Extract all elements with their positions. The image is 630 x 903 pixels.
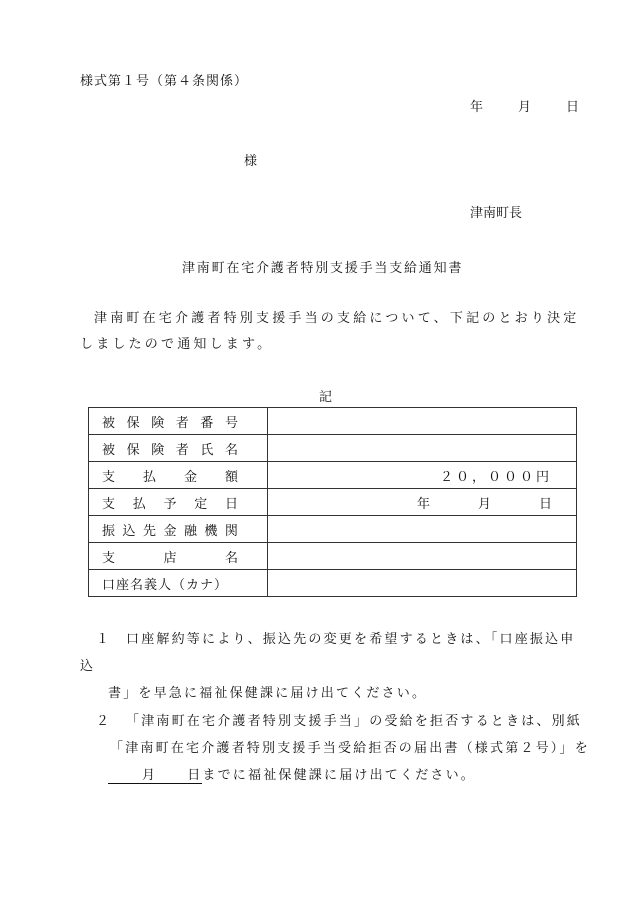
note-1	[96, 628, 576, 647]
row-label	[89, 543, 268, 570]
row-label	[89, 408, 268, 435]
row-label-chars	[102, 412, 238, 431]
date-year-label: 年	[470, 100, 484, 115]
deadline-day-label: 日	[187, 768, 203, 783]
label-char: 先	[142, 523, 156, 539]
row-value[interactable]	[268, 408, 577, 435]
payment-date-year-label: 年	[416, 496, 430, 512]
payment-date-day-label: 日	[538, 496, 552, 512]
note-2-text: 「津南町在宅介護者特別支援手当」の受給を拒否するときは、別紙	[126, 714, 583, 729]
row-label-chars	[102, 520, 238, 539]
row-value[interactable]	[268, 570, 577, 597]
row-value-text: ２０，０００円	[439, 469, 552, 485]
row-value[interactable]	[268, 516, 577, 543]
row-value[interactable]	[268, 543, 577, 570]
payment-date-month-label: 月	[477, 496, 491, 512]
row-label-chars	[102, 493, 238, 512]
label-char: 定	[194, 496, 208, 512]
label-char: 機	[204, 523, 218, 539]
label-char: 関	[224, 523, 238, 539]
note-1-continued: 書」を早急に福祉保健課に届け出てください。	[108, 686, 428, 701]
row-label-chars	[102, 547, 238, 566]
payment-date-value	[268, 493, 552, 512]
note-1-number: １	[96, 632, 112, 647]
label-char: 払	[132, 496, 146, 512]
table-row	[89, 570, 577, 597]
ki-heading: 記	[319, 390, 333, 405]
label-char: 険	[151, 415, 165, 431]
label-char: 氏	[200, 442, 214, 458]
info-table	[88, 407, 577, 597]
label-text: 口座名義人（カナ）	[102, 577, 229, 593]
table-row	[89, 435, 577, 462]
label-char: 号	[224, 415, 238, 431]
table-row	[89, 408, 577, 435]
note-1-wrap: 込	[80, 659, 96, 674]
form-number: 様式第１号（第４条関係）	[80, 74, 249, 89]
label-char: 融	[183, 523, 197, 539]
row-label	[89, 489, 268, 516]
table-row	[89, 489, 577, 516]
label-char: 金	[163, 523, 177, 539]
label-char: 名	[224, 550, 238, 566]
label-char: 額	[224, 469, 238, 485]
row-value[interactable]	[268, 462, 577, 489]
row-label	[89, 516, 268, 543]
row-label	[89, 570, 268, 597]
issue-date	[470, 96, 579, 115]
label-char: 込	[122, 523, 136, 539]
label-char: 払	[142, 469, 156, 485]
note-2-deadline	[108, 764, 476, 784]
label-char: 支	[102, 550, 116, 566]
date-day-label: 日	[566, 100, 580, 115]
row-value[interactable]	[268, 435, 577, 462]
row-label	[89, 435, 268, 462]
intro-paragraph: 津南町在宅介護者特別支援手当の支給について、下記のとおり決定しましたので通知します。	[80, 311, 580, 352]
label-char: 険	[151, 442, 165, 458]
label-char: 番	[200, 415, 214, 431]
label-char: 保	[126, 415, 140, 431]
label-char: 被	[102, 442, 116, 458]
label-char: 保	[126, 442, 140, 458]
table-row	[89, 516, 577, 543]
label-char: 振	[102, 523, 116, 539]
label-char: 予	[163, 496, 177, 512]
table-row	[89, 462, 577, 489]
label-char: 名	[224, 442, 238, 458]
issuer-name: 津南町長	[470, 206, 523, 221]
label-char: 者	[175, 415, 189, 431]
label-char: 支	[102, 469, 116, 485]
document-title: 津南町在宅介護者特別支援手当支給通知書	[182, 261, 464, 276]
label-char: 者	[175, 442, 189, 458]
row-value[interactable]	[268, 489, 577, 516]
label-char: 店	[163, 550, 177, 566]
deadline-blank	[108, 764, 202, 784]
note-2	[96, 710, 582, 729]
deadline-rest: までに福祉保健課に届け出てください。	[202, 768, 477, 783]
table-row	[89, 543, 577, 570]
row-label	[89, 462, 268, 489]
row-label-chars	[102, 466, 238, 485]
deadline-month-label: 月	[142, 768, 158, 783]
label-char: 金	[183, 469, 197, 485]
note-1-text: 口座解約等により、振込先の変更を希望するときは、「口座振込申	[126, 632, 576, 647]
date-month-label: 月	[518, 100, 532, 115]
note-2-continued: 「津南町在宅介護者特別支援手当受給拒否の届出書（様式第２号）」を	[110, 741, 590, 756]
note-2-number: ２	[96, 714, 112, 729]
label-char: 被	[102, 415, 116, 431]
row-label-chars	[102, 439, 238, 458]
label-char: 日	[224, 496, 238, 512]
recipient-suffix: 様	[244, 154, 258, 169]
label-char: 支	[102, 496, 116, 512]
